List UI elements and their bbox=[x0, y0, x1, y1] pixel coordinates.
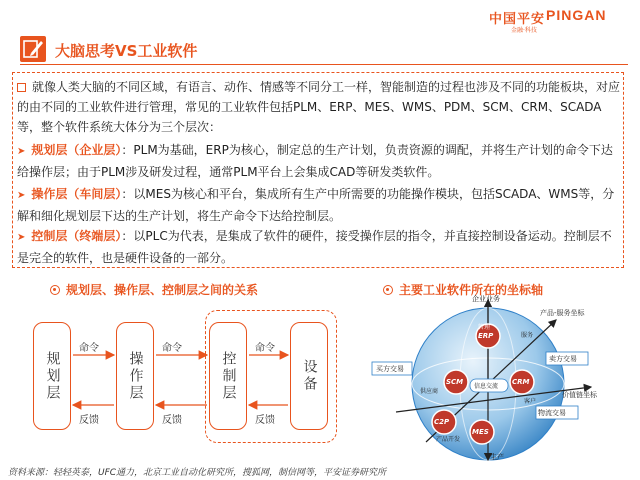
mes-bubble-label: MES bbox=[472, 428, 489, 436]
layer-head: 规划层（企业层） bbox=[31, 143, 122, 157]
node-operation: 操作层 bbox=[116, 322, 154, 430]
source-note: 资料来源：轻轻英泰，UFC通力，北京工业自动化研究所，搜狐网，制信网等，平安证券研究所 bbox=[8, 468, 387, 478]
feedback-label-1: 反馈 bbox=[79, 415, 99, 426]
layer-head: 操作层（车间层） bbox=[31, 187, 122, 201]
erp-bubble-label: ERP bbox=[478, 332, 494, 340]
c2p-bubble-label: C2P bbox=[434, 418, 450, 426]
axis-label-value-chain: 价值链坐标 bbox=[562, 391, 597, 399]
cmd-label-2: 命令 bbox=[162, 343, 182, 354]
axis-label-product-dev: 产品开发 bbox=[436, 436, 461, 443]
section-title-left: 规划层、操作层、控制层之间的关系 bbox=[50, 281, 258, 298]
software-axis-globe bbox=[366, 292, 636, 464]
axis-label-service: 服务 bbox=[521, 332, 534, 339]
layer-body: ：以MES为核心和平台，集成所有生产中所需要的功能操作模块，包括SCADA、WMS等，分解和细化规划层下达的生产计划，将生产命令下达给控制层。 bbox=[17, 187, 615, 223]
page-title: 大脑思考VS工业软件 bbox=[55, 42, 198, 60]
axis-label-seller: 卖方交易 bbox=[549, 355, 577, 363]
axis-label-bottom: 生产 bbox=[490, 453, 504, 461]
intro-text: 就像人类大脑的不同区域，有语言、动作、情感等不同分工一样，智能制造的过程也涉及不同的功能板块，对应的由不同的工业软件进行管理，常见的工业软件包括PLM、ERP、MES、WMS、PDM、SCM、CRM、SCADA等，整个软件系统大体分为三个层次： bbox=[17, 80, 621, 134]
axis-label-mgmt: 管理 bbox=[478, 324, 491, 331]
node-planning: 规划层 bbox=[33, 322, 71, 430]
layer-body: ：以PLC为代表，是集成了软件的硬件，接受操作层的指令，并直接控制设备运动。控制层不是完全的软件，也是硬件设备的一部分。 bbox=[17, 229, 612, 265]
cmd-label-3: 命令 bbox=[255, 343, 275, 354]
feedback-label-2: 反馈 bbox=[162, 415, 182, 426]
crm-bubble-label: CRM bbox=[512, 378, 530, 386]
node-equipment: 设备 bbox=[290, 322, 328, 430]
node-control: 控制层 bbox=[209, 322, 247, 430]
arrow-bullet-icon: ➤ bbox=[17, 146, 26, 157]
axis-label-supplier: 供应商 bbox=[420, 388, 439, 395]
brand-logo-cn: 中国平安 bbox=[489, 12, 546, 27]
scm-bubble-label: SCM bbox=[446, 378, 464, 386]
feedback-label-3: 反馈 bbox=[255, 415, 275, 426]
axis-label-logistics: 物流交易 bbox=[538, 409, 566, 417]
axis-label-top: 企业业务 bbox=[472, 295, 500, 303]
arrow-bullet-icon: ➤ bbox=[17, 190, 26, 201]
brand-slogan: 金融·科技 bbox=[511, 27, 537, 34]
arrow-bullet-icon: ➤ bbox=[17, 232, 26, 243]
brand-logo-en: PINGAN bbox=[546, 7, 607, 23]
axis-label-product-service: 产品-服务坐标 bbox=[540, 309, 585, 317]
layer-body: ：PLM为基础，ERP为核心，制定总的生产计划，负责资源的调配，并将生产计划的命令下达给操作层；由于PLM涉及研发过程，通常PLM平台上会集成CAD等研发类软件。 bbox=[17, 143, 613, 179]
axis-label-customer: 客户 bbox=[524, 398, 537, 405]
axis-label-buyer: 买方交易 bbox=[376, 365, 404, 373]
axis-label-center: 信息交流 bbox=[474, 383, 499, 390]
cmd-label-1: 命令 bbox=[79, 343, 99, 354]
section-title-right: 主要工业软件所在的坐标轴 bbox=[383, 281, 543, 298]
layer-head: 控制层（终端层） bbox=[31, 229, 122, 243]
